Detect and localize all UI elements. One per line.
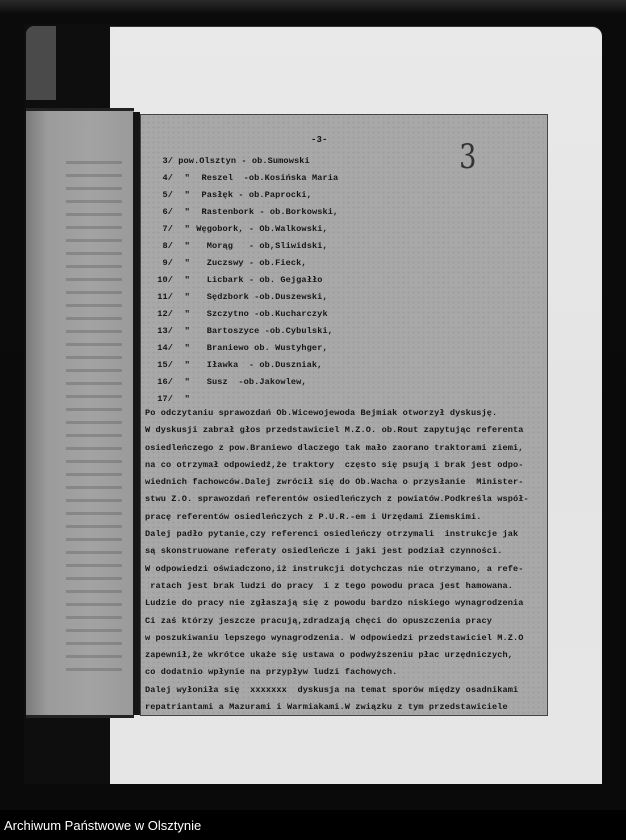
list-item: 7/ " Węgobork, - Ob.Walkowski, [162,224,328,234]
page-spine [133,112,140,715]
list-item: 4/ " Reszel -ob.Kosińska Maria [162,173,339,183]
handwritten-folio-number: 3 [459,137,477,177]
text-line: Dalej padło pytanie,czy referenci osiedleńczy otrzymali instrukcje jak [145,529,519,540]
list-item: 6/ " Rastenbork - ob.Borkowski, [162,207,339,217]
text-line: stwu Z.O. sprawozdań referentów osiedleńczych z powiatów.Podkreśla współ- [145,494,529,505]
text-line: co dodatnio wpłynie na przypływ ludzi fachowych. [145,667,398,678]
list-item: 9/ " Zuczswy - ob.Fieck, [162,258,307,268]
list-item: 13/ " Bartoszyce -ob.Cybulski, [157,326,333,336]
text-line: w poszukiwaniu lepszego wynagrodzenia. W odpowiedzi przedstawiciel M.Z.O [145,632,524,643]
archive-name: Archiwum Państwowe w Olsztynie [4,818,202,833]
list-item: 15/ " Iławka - ob.Duszniak, [157,360,323,370]
typewritten-page [140,114,548,716]
text-line: W odpowiedzi oświadczono,iż instrukcji dotychczas nie otrzymano, a refe- [145,563,524,574]
text-line: W dyskusji zabrał głos przedstawiciel M.Z.O. ob.Rout zapytując referenta [145,425,524,436]
county-referents-list [147,153,338,408]
list-item: 14/ " Braniewo ob. Wustyhger, [157,343,328,353]
list-item: 11/ " Sędzbork -ob.Duszewski, [157,292,328,302]
list-item: 8/ " Morąg - ob,Sliwidski, [162,241,328,251]
archive-footer [0,810,626,840]
text-line: ratach jest brak ludzi do pracy i z tego powodu praca jest hamowana. [145,580,513,591]
meeting-minutes-paragraph [145,405,545,716]
list-item: 12/ " Szczytno -ob.Kucharczyk [157,309,328,319]
text-line: na co otrzymał odpowiedź,że traktory często się psują i brak jest odpo- [145,459,524,470]
text-line: Ci zaś którzy jeszcze pracują,zdradzają chęci do opuszczenia pracy [145,615,492,626]
page-number: -3- [311,135,328,145]
text-line: Po odczytaniu sprawozdań Ob.Wicewojewoda Bejmiak otworzył dyskusję. [145,408,498,418]
text-line: są skonstruowane referaty osiedleńcze i jaki jest podział czynności. [145,546,503,557]
film-edge-strip [26,26,56,100]
list-item: 10/ " Licbark - ob. Gejgałło [157,275,323,285]
text-line: pracę referentów osiedleńczych z P.U.R.-em i Urzędami Ziemskimi. [145,511,482,522]
adjacent-page-edge [26,108,134,718]
list-item: 17/ " [157,394,190,404]
list-item: 5/ " Pasłęk - ob.Paprocki, [162,190,312,200]
list-item: 3/ pow.Olsztyn - ob.Sumowski [162,156,310,166]
text-line: Dalej wyłoniła się xxxxxxx dyskusja na temat sporów między osadnikami [145,684,519,695]
text-line: zapewnił,że wkrótce ukaże się ustawa o podwyższeniu płac urzędniczych, [145,650,513,661]
text-line: wiednich fachowców.Dalej zwrócił się do Ob.Wacha o przysłanie Minister- [145,477,524,488]
list-item: 16/ " Susz -ob.Jakowlew, [157,377,307,387]
text-line: repatriantami a Mazurami i Warmiakami.W związku z tym przedstawiciele [145,702,508,713]
text-line: Ludzie do pracy nie zgłaszają się z powodu bardzo niskiego wynagrodzenia [145,598,524,609]
text-line: osiedleńczego z pow.Braniewo dlaczego tak mało zaorano traktorami ziemi, [145,442,524,453]
